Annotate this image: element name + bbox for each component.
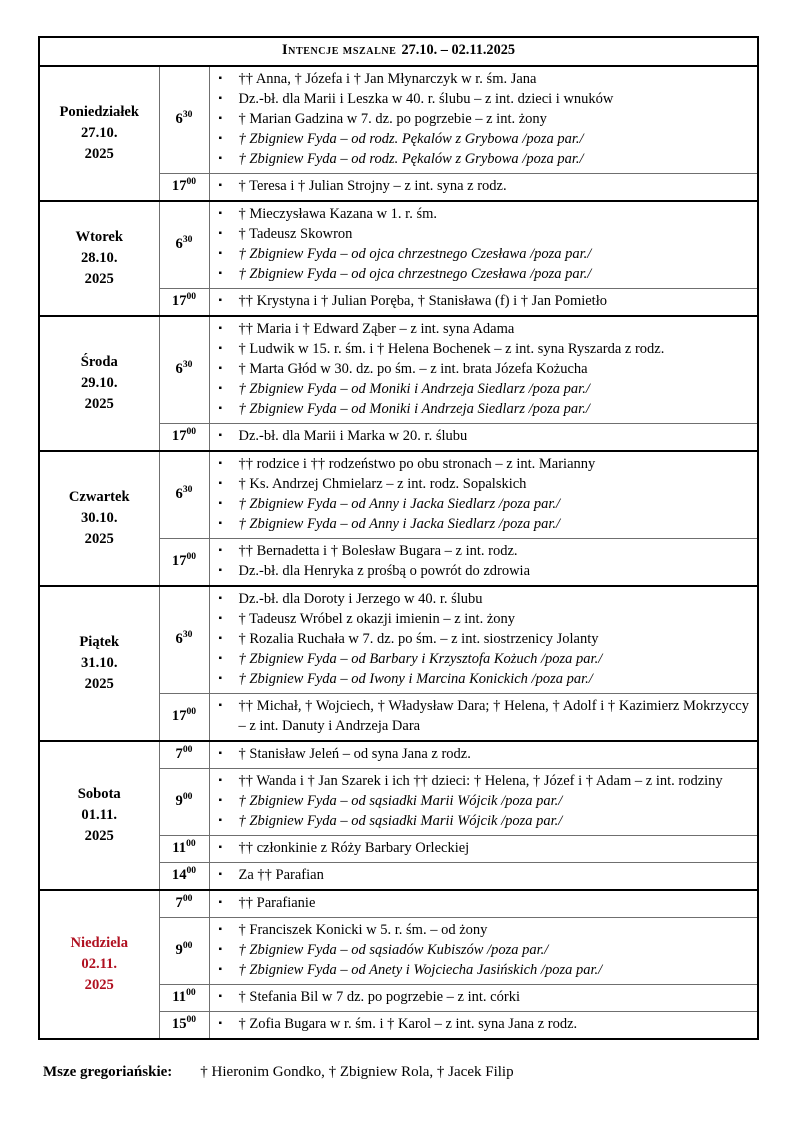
service-time [159,423,209,451]
intentions-list [216,920,750,980]
intention-item: ▪ Dz.-bł. dla Marii i Marka w 20. r. ślubu [216,426,750,446]
service-time [159,984,209,1011]
intentions-cell [209,835,758,862]
intentions-list [216,771,750,831]
day-name: Piątek [79,634,120,651]
intention-item: ▪ † Marian Gadzina w 7. dz. po pogrzebie – z int. żony [216,109,750,129]
service-minutes: 00 [186,291,197,303]
service-row [39,890,758,918]
intention-item: ▪ †† Michał, † Wojciech, † Władysław Dara; † Helena, † Adolf i † Kazimierz Mokrzyccy – z int. Danuty i Andrzeja Dara [216,696,750,736]
service-hour: 17 [171,178,187,195]
service-minutes: 00 [182,940,193,952]
day-cell-wtorek [39,201,159,316]
service-minutes: 00 [186,426,197,438]
title-date-range: 27.10. – 02.11.2025 [401,42,516,58]
intention-item: ▪ † Zbigniew Fyda – od Moniki i Andrzeja Siedlarz /poza par./ [216,399,750,419]
day-date: 01.11. [81,806,118,823]
service-time [159,768,209,835]
service-minutes: 30 [182,629,193,641]
day-cell-sobota [39,741,159,890]
intentions-cell [209,538,758,586]
intentions-cell [209,768,758,835]
service-time [159,316,209,424]
intention-item: ▪ † Zofia Bugara w r. śm. i † Karol – z int. syna Jana z rodz. [216,1014,750,1034]
intentions-list [216,696,750,736]
gregorian-masses-names: † Hieronim Gondko, † Zbigniew Rola, † Jacek Filip [200,1063,514,1080]
service-hour: 6 [175,111,183,128]
day-name: Niedziela [70,935,129,952]
intention-item: ▪ † Ludwik w 15. r. śm. i † Helena Bochenek – z int. syna Ryszarda z rodz. [216,339,750,359]
intentions-list [216,987,750,1007]
service-minutes: 30 [182,109,193,121]
service-minutes: 00 [186,551,197,563]
service-hour: 6 [175,486,183,503]
service-minutes: 00 [182,791,193,803]
intentions-cell [209,984,758,1011]
intention-item: ▪ † Zbigniew Fyda – od ojca chrzestnego Czesława /poza par./ [216,244,750,264]
intentions-list [216,291,750,311]
service-row [39,741,758,769]
intention-item: ▪ † Zbigniew Fyda – od Anny i Jacka Siedlarz /poza par./ [216,514,750,534]
intention-item: ▪ † Zbigniew Fyda – od Anety i Wojciecha Jasińskich /poza par./ [216,960,750,980]
intentions-cell [209,862,758,890]
service-time [159,66,209,174]
intentions-cell [209,66,758,174]
service-row [39,586,758,694]
intentions-cell [209,201,758,289]
service-minutes: 00 [182,744,193,756]
day-year: 2025 [84,270,114,287]
intentions-list [216,176,750,196]
intentions-cell [209,917,758,984]
intentions-list [216,838,750,858]
service-hour: 6 [175,361,183,378]
day-cell-niedziela [39,890,159,1039]
intentions-list [216,204,750,284]
intention-item: ▪ † Teresa i † Julian Strojny – z int. syna z rodz. [216,176,750,196]
intention-item: ▪ †† Krystyna i † Julian Poręba, † Stanisława (f) i † Jan Pomietło [216,291,750,311]
intention-item: ▪ † Tadeusz Skowron [216,224,750,244]
intention-item: ▪ † Zbigniew Fyda – od sąsiadki Marii Wójcik /poza par./ [216,811,750,831]
service-row [39,316,758,424]
service-time [159,835,209,862]
service-time [159,693,209,741]
day-cell-czwartek [39,451,159,586]
page-title [39,37,758,66]
day-name: Poniedziałek [59,104,139,121]
day-date: 30.10. [81,509,118,526]
intentions-list [216,426,750,446]
intention-item: ▪ † Marta Głód w 30. dz. po śm. – z int. brata Józefa Kożucha [216,359,750,379]
intention-item: ▪ † Zbigniew Fyda – od ojca chrzestnego Czesława /poza par./ [216,264,750,284]
intentions-cell [209,741,758,769]
service-hour: 6 [175,631,183,648]
intention-item: ▪ †† Maria i † Edward Ząber – z int. syna Adama [216,319,750,339]
service-hour: 11 [172,989,187,1006]
intention-item: ▪ Za †† Parafian [216,865,750,885]
intentions-cell [209,451,758,539]
service-minutes: 30 [182,234,193,246]
service-hour: 9 [175,793,183,810]
service-minutes: 00 [186,987,196,999]
intention-item: ▪ Dz.-bł. dla Doroty i Jerzego w 40. r. ślubu [216,589,750,609]
intentions-list [216,744,750,764]
service-time [159,201,209,289]
service-minutes: 00 [182,893,193,905]
intention-item: ▪ † Ks. Andrzej Chmielarz – z int. rodz. Sopalskich [216,474,750,494]
service-minutes: 00 [186,865,197,877]
intention-item: ▪ † Zbigniew Fyda – od rodz. Pękalów z Grybowa /poza par./ [216,149,750,169]
day-date: 02.11. [81,955,118,972]
intention-item: ▪ †† rodzice i †† rodzeństwo po obu stronach – z int. Marianny [216,454,750,474]
service-time [159,862,209,890]
intentions-list [216,319,750,419]
intention-item: ▪ † Zbigniew Fyda – od rodz. Pękalów z Grybowa /poza par./ [216,129,750,149]
service-hour: 7 [175,746,183,763]
service-minutes: 00 [186,706,197,718]
intentions-list [216,893,750,913]
intention-item: ▪ † Franciszek Konicki w 5. r. śm. – od żony [216,920,750,940]
service-minutes: 30 [182,359,193,371]
service-time [159,1011,209,1039]
service-time [159,451,209,539]
service-time [159,538,209,586]
intention-item: ▪ † Zbigniew Fyda – od sąsiadki Marii Wójcik /poza par./ [216,791,750,811]
intention-item: ▪ † Rozalia Ruchała w 7. dz. po śm. – z int. siostrzenicy Jolanty [216,629,750,649]
intention-item: ▪ † Stanisław Jeleń – od syna Jana z rodz. [216,744,750,764]
intentions-list [216,865,750,885]
service-hour: 17 [171,553,187,570]
intention-item: ▪ † Zbigniew Fyda – od Iwony i Marcina Konickich /poza par./ [216,669,750,689]
intentions-cell [209,288,758,316]
intention-item: ▪ Dz.-bł. dla Henryka z prośbą o powrót do zdrowia [216,561,750,581]
intention-item: ▪ † Zbigniew Fyda – od Moniki i Andrzeja Siedlarz /poza par./ [216,379,750,399]
table-header [39,37,758,66]
service-hour: 7 [175,895,183,912]
intentions-cell [209,173,758,201]
intention-item: ▪ † Zbigniew Fyda – od sąsiadów Kubiszów /poza par./ [216,940,750,960]
intention-item: ▪ † Stefania Bil w 7 dz. po pogrzebie – z int. córki [216,987,750,1007]
day-name: Środa [80,354,118,371]
service-minutes: 00 [186,1014,197,1026]
gregorian-masses-label: Msze gregoriańskie: [43,1063,173,1080]
service-minutes: 30 [182,484,193,496]
intention-item: ▪ †† Anna, † Józefa i † Jan Młynarczyk w r. śm. Jana [216,69,750,89]
intentions-list [216,589,750,689]
day-name: Czwartek [68,489,130,506]
service-row [39,451,758,539]
day-date: 29.10. [81,374,118,391]
intention-item: ▪ †† Wanda i † Jan Szarek i ich †† dzieci: † Helena, † Józef i † Adam – z int. rodziny [216,771,750,791]
intentions-list [216,1014,750,1034]
intentions-cell [209,586,758,694]
service-hour: 9 [175,942,183,959]
service-hour: 15 [171,1016,187,1033]
intention-item: ▪ †† Parafianie [216,893,750,913]
service-hour: 11 [172,840,187,857]
service-time [159,917,209,984]
intentions-cell [209,316,758,424]
day-year: 2025 [84,530,114,547]
intentions-list [216,541,750,581]
service-hour: 6 [175,236,183,253]
day-date: 31.10. [81,654,118,671]
service-hour: 17 [171,293,187,310]
day-year: 2025 [84,675,114,692]
service-hour: 14 [171,867,187,884]
intentions-list [216,454,750,534]
day-name: Sobota [77,786,121,803]
intention-item: ▪ †† Bernadetta i † Bolesław Bugara – z int. rodz. [216,541,750,561]
intentions-cell [209,1011,758,1039]
service-time [159,890,209,918]
intentions-cell [209,693,758,741]
service-hour: 17 [171,428,187,445]
day-year: 2025 [84,976,114,993]
gregorian-masses-footer [38,1063,757,1083]
intention-item: ▪ † Tadeusz Wróbel z okazji imienin – z int. żony [216,609,750,629]
title-word-mszalne: mszalne [342,42,397,58]
title-word-intencje: Intencje [281,42,339,58]
intention-item: ▪ †† członkinie z Róży Barbary Orleckiej [216,838,750,858]
service-row [39,66,758,174]
intentions-cell [209,890,758,918]
service-minutes: 00 [186,838,196,850]
day-year: 2025 [84,827,114,844]
intention-item: ▪ † Zbigniew Fyda – od Barbary i Krzysztofa Kożuch /poza par./ [216,649,750,669]
service-time [159,741,209,769]
intention-item: ▪ † Mieczysława Kazana w 1. r. śm. [216,204,750,224]
mass-intentions-table [38,36,759,1040]
service-time [159,586,209,694]
day-cell-środa [39,316,159,451]
day-cell-piątek [39,586,159,741]
intentions-cell [209,423,758,451]
intention-item: ▪ Dz.-bł. dla Marii i Leszka w 40. r. ślubu – z int. dzieci i wnuków [216,89,750,109]
day-date: 27.10. [81,124,118,141]
table-body [39,66,758,1039]
service-minutes: 00 [186,176,197,188]
service-time [159,288,209,316]
service-time [159,173,209,201]
intention-item: ▪ † Zbigniew Fyda – od Anny i Jacka Siedlarz /poza par./ [216,494,750,514]
day-cell-poniedziałek [39,66,159,201]
service-hour: 17 [171,708,187,725]
service-row [39,201,758,289]
day-name: Wtorek [75,229,124,246]
day-year: 2025 [84,395,114,412]
day-date: 28.10. [81,249,118,266]
day-year: 2025 [84,145,114,162]
intentions-list [216,69,750,169]
